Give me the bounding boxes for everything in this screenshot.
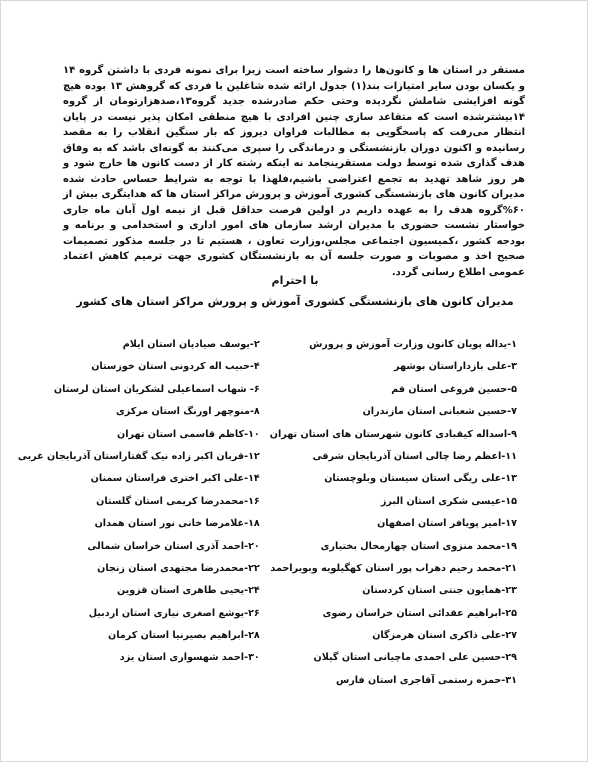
signatory: ۱-یداله پویان کانون وزارت آموزش و پرورش <box>309 339 517 350</box>
signatory: ۵-حسین فروغی استان قم <box>391 383 517 395</box>
signatory: ۱۸-غلامرضا خانی نور استان همدان <box>94 518 260 530</box>
signatory: ۲۷-علی ذاکری استان هرمزگان <box>372 630 517 642</box>
signatory: ۶- شهاب اسماعیلی لشکریان استان لرستان <box>53 383 260 395</box>
signatories-title: مدیران کانون های بازنشستگی کشوری آموزش و پرورش مراکز استان های کشور <box>76 295 514 308</box>
signatory: ۲-یوسف صیادیان استان ایلام <box>122 339 260 350</box>
signatory: ۳۰-احمد شهسواری استان یزد <box>119 652 260 664</box>
signatory: ۲۹-حسین علی احمدی ماچیانی استان گیلان <box>313 652 517 664</box>
signatory: ۲۴-یحیی طاهری استان قزوین <box>116 585 260 597</box>
signatory: ۴-حبیب اله کردونی استان خوزستان <box>91 361 260 373</box>
signatory: ۱۹-محمد منزوی استان چهارمحال بختیاری <box>320 540 517 552</box>
signatory: ۱۴-علی اکبر اختری فراستان سمنان <box>90 473 260 485</box>
body-paragraph: مستقر در استان ها و کانون‌ها را دشوار ساخته است زیرا برای نمونه فردی با داشتن گروه ۱۴ و یکسان بودن سایر امتیازات بند(۱) جدول ارائه شده شاغلین با فردی که گروهش ۱۳ بوده هیچ گونه افزایشی شاملش نگردیده وحتی حکم صادرشده جدید گروه۱۳،صدهزارتومان از گروه ۱۴بیشترشده است که متقاعد سازی چنین افرادی با هیچ منطقی امکان پذیر نیست در پایان انتظار می‌رفت که پاسخگویی به مطالبات فراوان دیروز که بار سنگین انقلاب را به مقصد رسانیده و اکنون دوران بازنشستگی و درماندگی را سپری می‌کنند به گونه‌ای باشد که به وفاق هدف گذاری شده توسط دولت مستقرینجامد نه اینکه رشته کار از دست کانون ها خارج شود و هر روز شاهد تهدید به تجمع اعتراضی باشیم،فلهذا با توجه به شرایط حساس حادث شده مدیران کانون های بازنشستگی کشوری آموزش و پرورش مراکز استان ها که هدایتگری بیش از ۶۰%گروه هدف را به عهده داریم در اولین فرصت حداقل قبل از نیمه اول آبان ماه جاری خواستار نشست حضوری با مدیران ارشد سازمان های امور اداری و استخدامی و برنامه و بودجه کشور ،کمیسیون اجتماعی مجلس،وزارت تعاون ، هستیم تا در جلسه مذکور تصمیمات صحیح اخذ و مصوبات و صورت جلسه آن به بازنشستگان کشوری جهت ترمیم کاهش اعتماد عمومی اطلاع رسانی گردد. <box>63 65 525 278</box>
signatory: ۲۸-ابراهیم بصیرنیا استان کرمان <box>108 630 260 642</box>
signatory: ۲۵-ابراهیم عقدائی استان خراسان رضوی <box>322 607 517 619</box>
signatory: ۱۱-اعظم رضا چالی استان آذربایجان شرقی <box>312 450 517 462</box>
signatory: ۲۱-محمد رحیم دهراب پور استان کهگیلویه وبویراحمد <box>270 562 517 574</box>
signatory: ۲۶-یوشع اصغری نیاری استان اردبیل <box>88 607 260 619</box>
signatory: ۱۵-عیسی شکری استان البرز <box>380 495 517 507</box>
signatory: ۷-حسین شعبانی استان مازندران <box>362 406 517 418</box>
signatory: ۹-اسداله کیقبادی کانون شهرستان های استان تهران <box>269 428 517 440</box>
signatory: ۳۱-حمزه رستمی آقاجری استان فارس <box>336 674 517 686</box>
signatory: ۲۲-محمدرضا مجتهدی استان زنجان <box>97 562 260 574</box>
signatory: ۱۶-محمدرضا کریمی استان گلستان <box>96 495 260 507</box>
letter-body <box>63 63 525 280</box>
signatory: ۳-علی بازداراستان بوشهر <box>394 361 517 373</box>
signatory: ۱۰-کاظم قاسمی استان تهران <box>117 428 260 440</box>
signatory: ۱۳-علی ریگی استان سیستان وبلوچستان <box>324 473 517 485</box>
closing-regards: با احترام <box>271 274 319 287</box>
signatory: ۸-منوچهر اورنگ استان مرکزی <box>115 406 260 418</box>
signatory: ۲۳-همایون جنتی استان کردستان <box>362 585 517 597</box>
signatory: ۲۰-احمد آذری استان خراسان شمالی <box>87 540 260 552</box>
signatories-list <box>17 339 517 697</box>
signatory: ۱۷-امیر پویافر استان اصفهان <box>377 518 517 530</box>
signatory: ۱۲-قربان اکبر زاده نیک گفتاراستان آذربایجان غربی <box>17 450 260 462</box>
